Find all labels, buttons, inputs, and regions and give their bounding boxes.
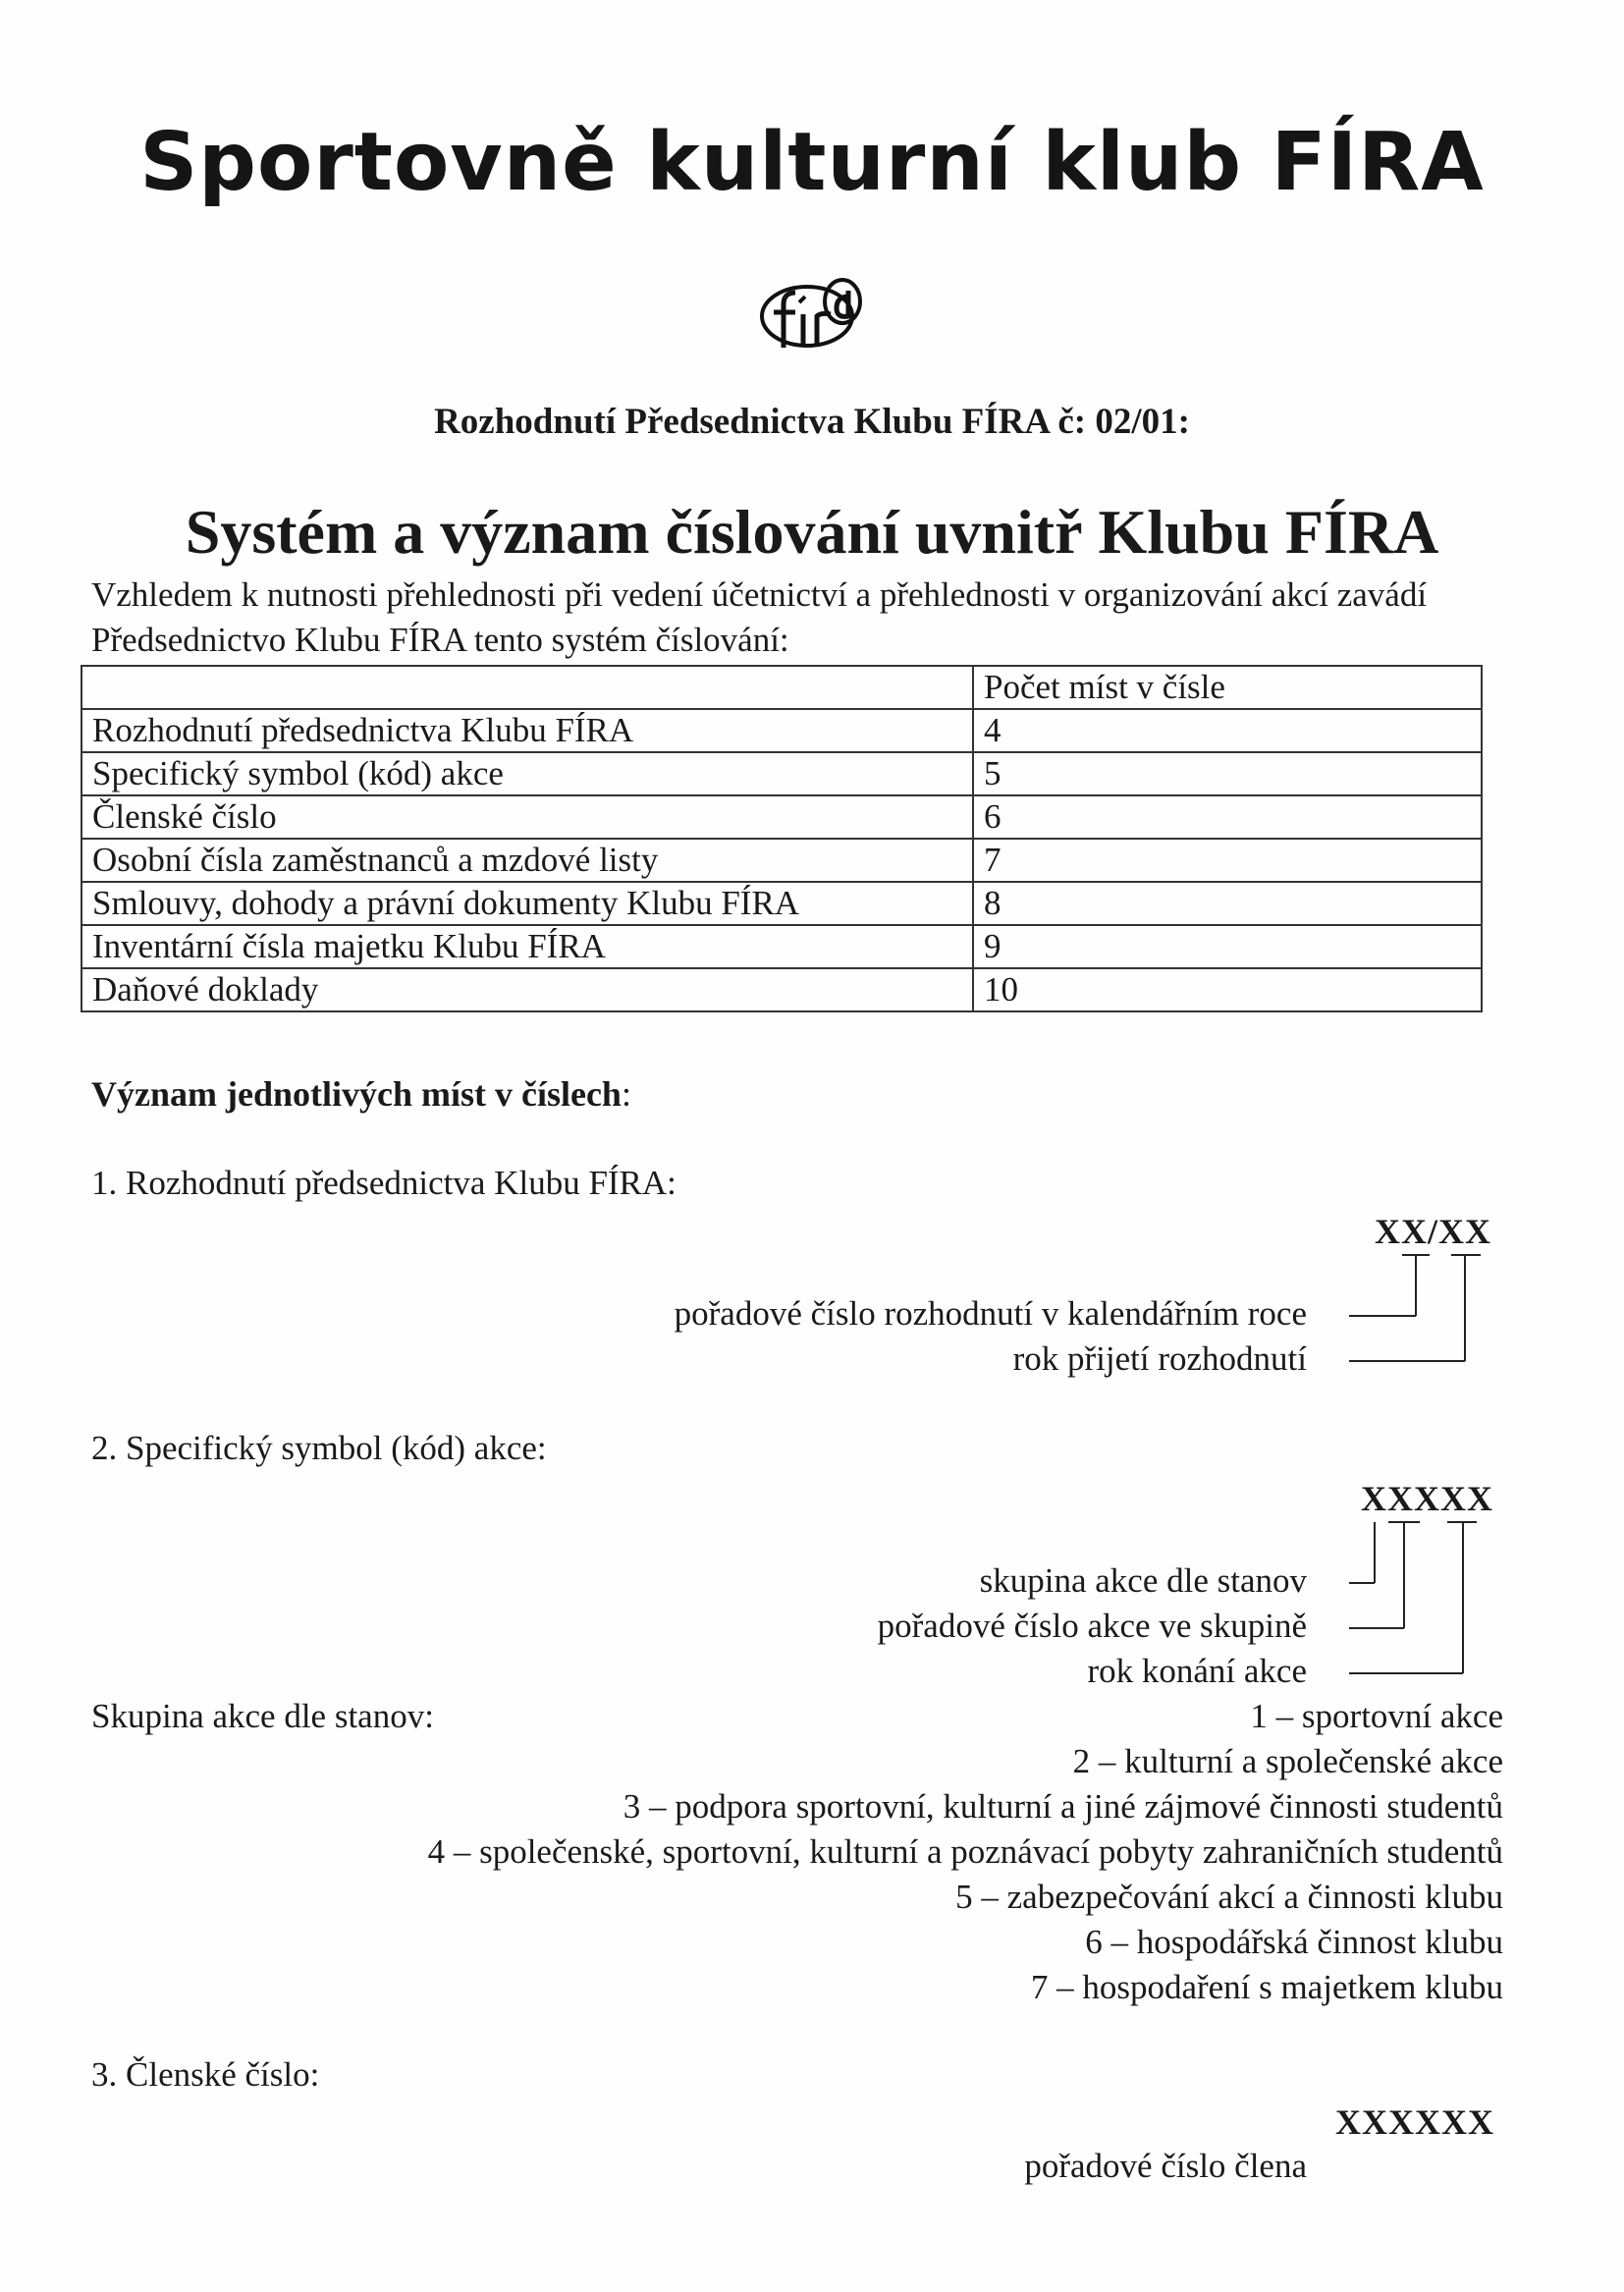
table-header-cell: Počet míst v čísle [973,666,1482,709]
group-item-5: 5 – zabezpečování akcí a činnosti klubu [955,1878,1503,1916]
group-item-7: 7 – hospodaření s majetkem klubu [1030,1968,1503,2006]
group-item-1: 1 – sportovní akce [1250,1697,1503,1735]
table-cell-count: 8 [973,882,1482,925]
item-1-code: XX/XX [1375,1212,1491,1251]
table-cell-label: Rozhodnutí předsednictva Klubu FÍRA [81,709,973,752]
intro-text: Vzhledem k nutnosti přehlednosti při vedení účetnictví a přehlednosti v organizování akcí zavádí Předsednictvo Klubu FÍRA tento systém číslování: [91,575,1428,659]
item-1-label-2: rok přijetí rozhodnutí [1012,1339,1307,1378]
item-2-label-2: pořadové číslo akce ve skupině [877,1607,1307,1645]
section-heading-text: Význam jednotlivých míst v číslech [91,1074,622,1114]
decision-heading: Rozhodnutí Předsednictva Klubu FÍRA č: 02/01: [434,402,1190,442]
table-cell-label: Daňové doklady [81,968,973,1011]
group-item-4: 4 – společenské, sportovní, kulturní a poznávací pobyty zahraničních studentů [427,1832,1503,1871]
table-cell-count: 5 [973,752,1482,795]
table-cell-count: 4 [973,709,1482,752]
groups-label: Skupina akce dle stanov: [91,1697,434,1735]
group-item-6: 6 – hospodářská činnost klubu [1085,1923,1503,1961]
item-2-label-1: skupina akce dle stanov [979,1561,1307,1600]
section-heading-colon: : [621,1074,631,1114]
item-3-code: XXXXXX [1335,2102,1494,2142]
table-cell-label: Specifický symbol (kód) akce [81,752,973,795]
item-3-label-1: pořadové číslo člena [1024,2147,1307,2185]
item-1-label-1: pořadové číslo rozhodnutí v kalendářním roce [674,1294,1307,1333]
item-2-title: 2. Specifický symbol (kód) akce: [91,1429,547,1467]
table-cell-label: Inventární čísla majetku Klubu FÍRA [81,925,973,968]
system-title: Systém a význam číslování uvnitř Klubu FÍRA [185,497,1439,567]
table-cell-count: 10 [973,968,1482,1011]
table-cell-label: Členské číslo [81,795,973,839]
group-item-3: 3 – podpora sportovní, kulturní a jiné zájmové činnosti studentů [623,1787,1503,1826]
item-3-title: 3. Členské číslo: [91,2055,320,2094]
table-cell-label: Osobní čísla zaměstnanců a mzdové listy [81,839,973,882]
club-title: Sportovně kulturní klub FÍRA [139,116,1485,209]
table-cell-count: 7 [973,839,1482,882]
table-cell-count: 6 [973,795,1482,839]
table-cell-label: Smlouvy, dohody a právní dokumenty Klubu FÍRA [81,882,973,925]
table-cell-count: 9 [973,925,1482,968]
item-2-label-3: rok konání akce [1087,1652,1307,1690]
item-2-code: XXXXX [1361,1479,1493,1518]
group-item-2: 2 – kulturní a společenské akce [1072,1742,1503,1780]
item-1-title: 1. Rozhodnutí předsednictva Klubu FÍRA: [91,1164,677,1202]
